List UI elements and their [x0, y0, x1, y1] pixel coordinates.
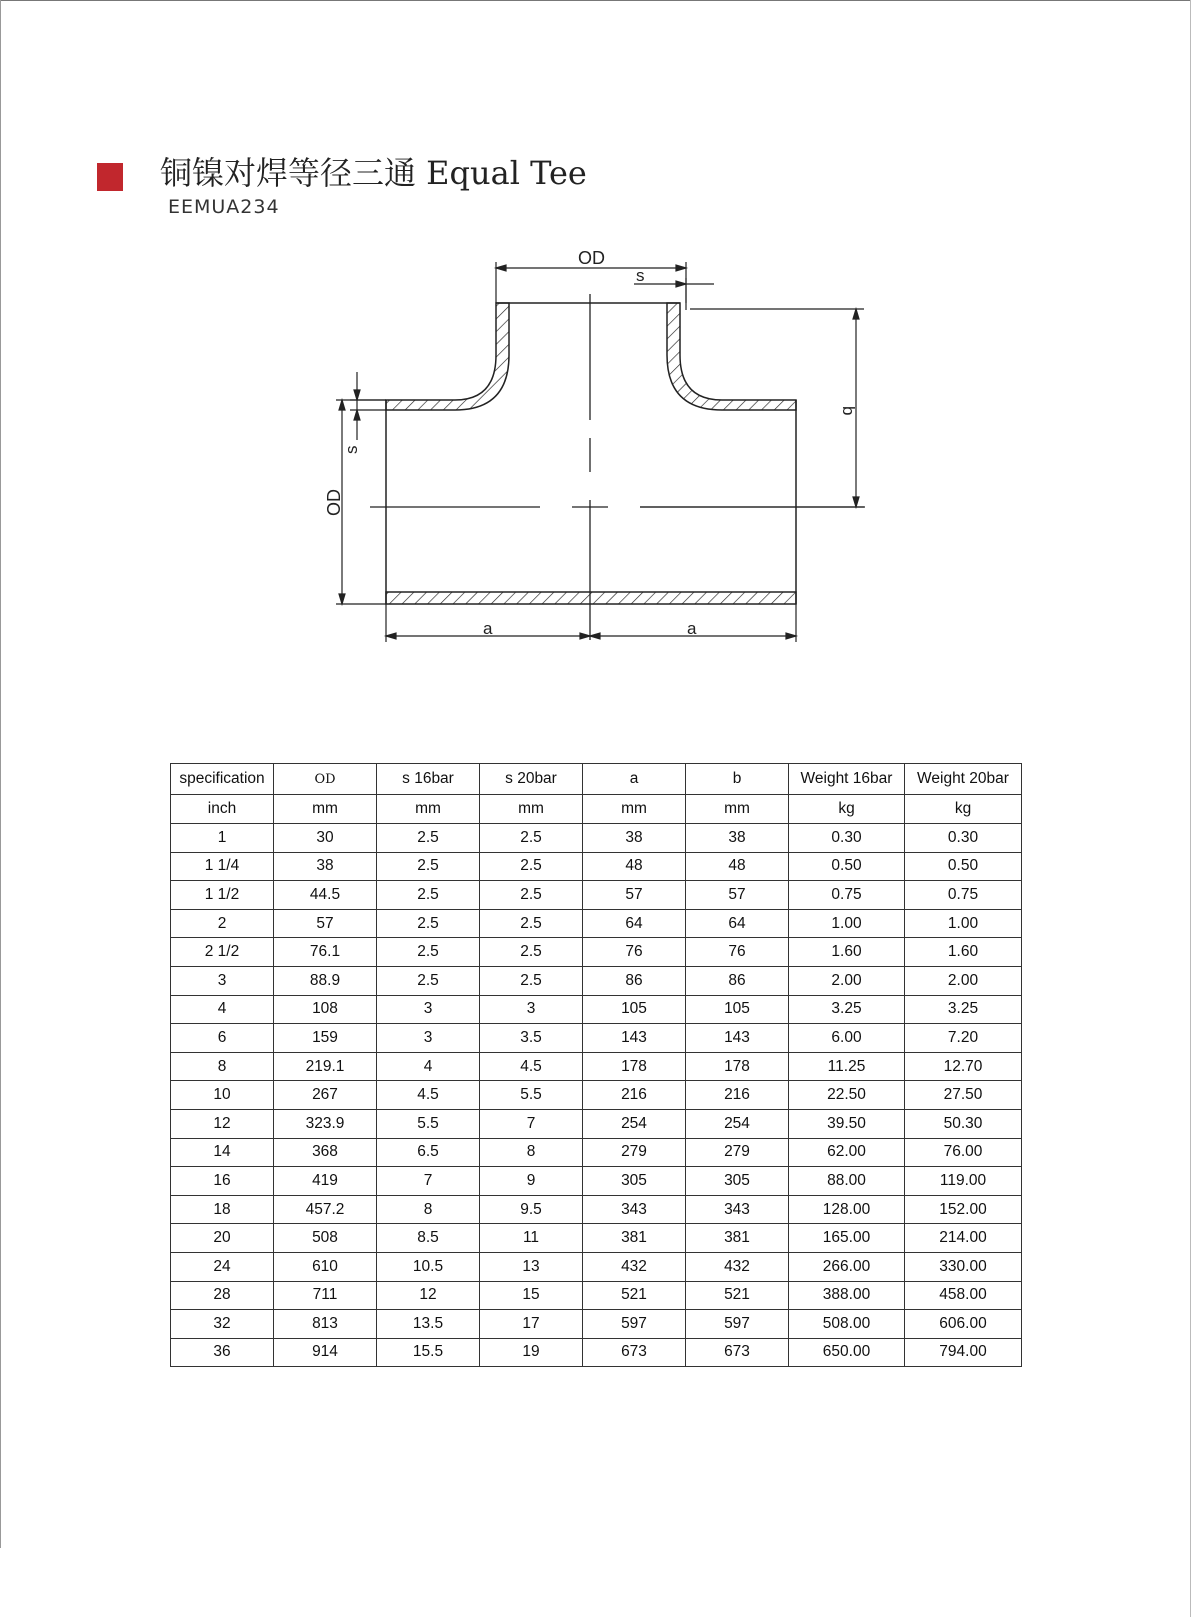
- table-cell: 3: [377, 1024, 480, 1053]
- a-dimensions: [386, 604, 796, 642]
- table-cell: 2: [171, 909, 274, 938]
- table-row: [171, 938, 1022, 967]
- table-cell: 39.50: [789, 1109, 905, 1138]
- table-cell: 159: [274, 1024, 377, 1053]
- table-cell: 266.00: [789, 1252, 905, 1281]
- table-cell: 432: [686, 1252, 789, 1281]
- header-b: b: [686, 764, 789, 795]
- table-cell: 1.00: [789, 909, 905, 938]
- table-cell: 62.00: [789, 1138, 905, 1167]
- table-cell: 3.25: [905, 995, 1022, 1024]
- table-cell: 368: [274, 1138, 377, 1167]
- table-cell: 4.5: [480, 1052, 583, 1081]
- unit-cell: mm: [377, 795, 480, 824]
- table-cell: 2.5: [377, 852, 480, 881]
- table-cell: 24: [171, 1252, 274, 1281]
- table-cell: 12.70: [905, 1052, 1022, 1081]
- bottom-wall-hatch: [386, 592, 796, 604]
- table-cell: 1 1/4: [171, 852, 274, 881]
- table-row: [171, 824, 1022, 853]
- table-cell: 5.5: [480, 1081, 583, 1110]
- table-cell: 2.00: [905, 966, 1022, 995]
- table-cell: 2.5: [377, 938, 480, 967]
- table-cell: 388.00: [789, 1281, 905, 1310]
- table-cell: 0.50: [905, 852, 1022, 881]
- table-cell: 7.20: [905, 1024, 1022, 1053]
- table-cell: 2.00: [789, 966, 905, 995]
- table-cell: 76: [583, 938, 686, 967]
- page-border-left: [0, 0, 1, 1548]
- table-cell: 610: [274, 1252, 377, 1281]
- table-cell: 2.5: [480, 909, 583, 938]
- unit-row: [171, 795, 1022, 824]
- table-cell: 214.00: [905, 1224, 1022, 1253]
- od-left-label: OD: [324, 489, 344, 516]
- table-cell: 4: [171, 995, 274, 1024]
- table-row: [171, 1252, 1022, 1281]
- table-cell: 128.00: [789, 1195, 905, 1224]
- table-cell: 2.5: [377, 966, 480, 995]
- table-cell: 32: [171, 1310, 274, 1339]
- table-cell: 20: [171, 1224, 274, 1253]
- table-cell: 76: [686, 938, 789, 967]
- table-cell: 2.5: [377, 881, 480, 910]
- table-row: [171, 1138, 1022, 1167]
- table-cell: 36: [171, 1338, 274, 1367]
- table-cell: 3: [480, 995, 583, 1024]
- table-cell: 597: [583, 1310, 686, 1339]
- a-left-label: a: [483, 619, 493, 638]
- table-cell: 88.9: [274, 966, 377, 995]
- table-cell: 216: [583, 1081, 686, 1110]
- b-label: b: [839, 406, 858, 416]
- table-cell: 143: [583, 1024, 686, 1053]
- table-cell: 343: [686, 1195, 789, 1224]
- table-cell: 76.1: [274, 938, 377, 967]
- table-cell: 16: [171, 1167, 274, 1196]
- table-cell: 28: [171, 1281, 274, 1310]
- table-cell: 508.00: [789, 1310, 905, 1339]
- s-left-label: s: [342, 445, 361, 454]
- unit-cell: mm: [480, 795, 583, 824]
- s-left-dimension: [350, 372, 386, 440]
- table-cell: 279: [583, 1138, 686, 1167]
- header-weight-20bar: Weight 20bar: [905, 764, 1022, 795]
- table-cell: 86: [686, 966, 789, 995]
- table-cell: 6.00: [789, 1024, 905, 1053]
- equal-tee-drawing: [300, 236, 880, 656]
- table-cell: 8: [480, 1138, 583, 1167]
- table-cell: 18: [171, 1195, 274, 1224]
- table-cell: 8: [171, 1052, 274, 1081]
- table-cell: 457.2: [274, 1195, 377, 1224]
- table-cell: 813: [274, 1310, 377, 1339]
- table-row: [171, 1224, 1022, 1253]
- header-specification: specification: [171, 764, 274, 795]
- table-cell: 14: [171, 1138, 274, 1167]
- table-cell: 57: [583, 881, 686, 910]
- table-row: [171, 909, 1022, 938]
- table-cell: 86: [583, 966, 686, 995]
- table-cell: 305: [686, 1167, 789, 1196]
- unit-cell: inch: [171, 795, 274, 824]
- table-cell: 673: [686, 1338, 789, 1367]
- table-cell: 381: [583, 1224, 686, 1253]
- table-cell: 64: [686, 909, 789, 938]
- table-cell: 15: [480, 1281, 583, 1310]
- table-cell: 119.00: [905, 1167, 1022, 1196]
- table-cell: 44.5: [274, 881, 377, 910]
- table-cell: 3.25: [789, 995, 905, 1024]
- table-cell: 30: [274, 824, 377, 853]
- table-cell: 2.5: [480, 938, 583, 967]
- table-cell: 1: [171, 824, 274, 853]
- title-marker: [97, 163, 123, 191]
- centerlines: [370, 294, 865, 640]
- table-row: [171, 1281, 1022, 1310]
- header-row: [171, 764, 1022, 795]
- table-cell: 22.50: [789, 1081, 905, 1110]
- table-cell: 2.5: [480, 881, 583, 910]
- table-cell: 2.5: [480, 852, 583, 881]
- table-cell: 381: [686, 1224, 789, 1253]
- table-row: [171, 852, 1022, 881]
- table-cell: 10.5: [377, 1252, 480, 1281]
- header-s-16bar: s 16bar: [377, 764, 480, 795]
- table-cell: 0.50: [789, 852, 905, 881]
- unit-cell: kg: [789, 795, 905, 824]
- table-cell: 50.30: [905, 1109, 1022, 1138]
- table-cell: 2.5: [480, 966, 583, 995]
- table-cell: 3.5: [480, 1024, 583, 1053]
- table-row: [171, 995, 1022, 1024]
- table-cell: 1.00: [905, 909, 1022, 938]
- table-cell: 6.5: [377, 1138, 480, 1167]
- table-cell: 606.00: [905, 1310, 1022, 1339]
- table-row: [171, 1109, 1022, 1138]
- unit-cell: kg: [905, 795, 1022, 824]
- table-cell: 673: [583, 1338, 686, 1367]
- table-cell: 279: [686, 1138, 789, 1167]
- a-right-label: a: [687, 619, 697, 638]
- table-cell: 7: [377, 1167, 480, 1196]
- specification-table: [170, 763, 1022, 1367]
- table-cell: 12: [377, 1281, 480, 1310]
- left-wall-hatch: [386, 303, 509, 410]
- unit-cell: mm: [274, 795, 377, 824]
- table-cell: 254: [686, 1109, 789, 1138]
- table-cell: 2 1/2: [171, 938, 274, 967]
- table-cell: 650.00: [789, 1338, 905, 1367]
- table-row: [171, 1081, 1022, 1110]
- standard-code: EEMUA234: [168, 196, 280, 218]
- table-cell: 0.30: [789, 824, 905, 853]
- table-cell: 330.00: [905, 1252, 1022, 1281]
- table-cell: 13: [480, 1252, 583, 1281]
- table-cell: 794.00: [905, 1338, 1022, 1367]
- table-cell: 6: [171, 1024, 274, 1053]
- table-cell: 4: [377, 1052, 480, 1081]
- table-cell: 105: [583, 995, 686, 1024]
- table-cell: 38: [274, 852, 377, 881]
- table-cell: 143: [686, 1024, 789, 1053]
- table-row: [171, 1310, 1022, 1339]
- table-cell: 8.5: [377, 1224, 480, 1253]
- table-cell: 11: [480, 1224, 583, 1253]
- table-cell: 432: [583, 1252, 686, 1281]
- table-cell: 597: [686, 1310, 789, 1339]
- table-row: [171, 1052, 1022, 1081]
- header-weight-16bar: Weight 16bar: [789, 764, 905, 795]
- header-s-20bar: s 20bar: [480, 764, 583, 795]
- table-row: [171, 1195, 1022, 1224]
- table-cell: 152.00: [905, 1195, 1022, 1224]
- table-cell: 254: [583, 1109, 686, 1138]
- table-cell: 267: [274, 1081, 377, 1110]
- table-cell: 305: [583, 1167, 686, 1196]
- table-cell: 0.30: [905, 824, 1022, 853]
- page-title: 铜镍对焊等径三通 Equal Tee: [160, 154, 587, 192]
- table-cell: 216: [686, 1081, 789, 1110]
- table-row: [171, 1024, 1022, 1053]
- table-cell: 57: [686, 881, 789, 910]
- table-cell: 711: [274, 1281, 377, 1310]
- table-row: [171, 1167, 1022, 1196]
- table-cell: 521: [583, 1281, 686, 1310]
- table-cell: 76.00: [905, 1138, 1022, 1167]
- table-cell: 19: [480, 1338, 583, 1367]
- table-cell: 2.5: [377, 909, 480, 938]
- table-cell: 38: [686, 824, 789, 853]
- table-cell: 0.75: [905, 881, 1022, 910]
- table-row: [171, 881, 1022, 910]
- table-cell: 419: [274, 1167, 377, 1196]
- s-top-label: s: [636, 266, 645, 285]
- table-cell: 12: [171, 1109, 274, 1138]
- unit-cell: mm: [686, 795, 789, 824]
- table-cell: 10: [171, 1081, 274, 1110]
- table-cell: 7: [480, 1109, 583, 1138]
- table-cell: 165.00: [789, 1224, 905, 1253]
- table-cell: 1.60: [789, 938, 905, 967]
- table-cell: 914: [274, 1338, 377, 1367]
- table-cell: 1.60: [905, 938, 1022, 967]
- table-cell: 108: [274, 995, 377, 1024]
- table-cell: 11.25: [789, 1052, 905, 1081]
- table-cell: 323.9: [274, 1109, 377, 1138]
- unit-cell: mm: [583, 795, 686, 824]
- table-cell: 38: [583, 824, 686, 853]
- table-cell: 521: [686, 1281, 789, 1310]
- table-cell: 88.00: [789, 1167, 905, 1196]
- table-cell: 219.1: [274, 1052, 377, 1081]
- table-cell: 5.5: [377, 1109, 480, 1138]
- table-cell: 0.75: [789, 881, 905, 910]
- page-border-top: [0, 0, 1191, 1]
- header-od: OD: [274, 764, 377, 795]
- table-cell: 178: [583, 1052, 686, 1081]
- od-top-dimension: [496, 262, 686, 303]
- header-a: a: [583, 764, 686, 795]
- table-cell: 508: [274, 1224, 377, 1253]
- table-cell: 27.50: [905, 1081, 1022, 1110]
- table-body: [171, 824, 1022, 1367]
- table-cell: 64: [583, 909, 686, 938]
- table-cell: 4.5: [377, 1081, 480, 1110]
- table-cell: 8: [377, 1195, 480, 1224]
- table-cell: 105: [686, 995, 789, 1024]
- table-row: [171, 966, 1022, 995]
- table-cell: 48: [686, 852, 789, 881]
- right-wall-hatch: [667, 303, 796, 410]
- table-cell: 3: [171, 966, 274, 995]
- od-top-label: OD: [578, 248, 605, 268]
- table-cell: 458.00: [905, 1281, 1022, 1310]
- table-row: [171, 1338, 1022, 1367]
- table-cell: 13.5: [377, 1310, 480, 1339]
- table-cell: 15.5: [377, 1338, 480, 1367]
- table-cell: 343: [583, 1195, 686, 1224]
- table-cell: 3: [377, 995, 480, 1024]
- table-cell: 2.5: [480, 824, 583, 853]
- table-cell: 17: [480, 1310, 583, 1339]
- table-cell: 57: [274, 909, 377, 938]
- table-cell: 1 1/2: [171, 881, 274, 910]
- table-cell: 9: [480, 1167, 583, 1196]
- table-cell: 48: [583, 852, 686, 881]
- table-cell: 178: [686, 1052, 789, 1081]
- table-cell: 2.5: [377, 824, 480, 853]
- table-cell: 9.5: [480, 1195, 583, 1224]
